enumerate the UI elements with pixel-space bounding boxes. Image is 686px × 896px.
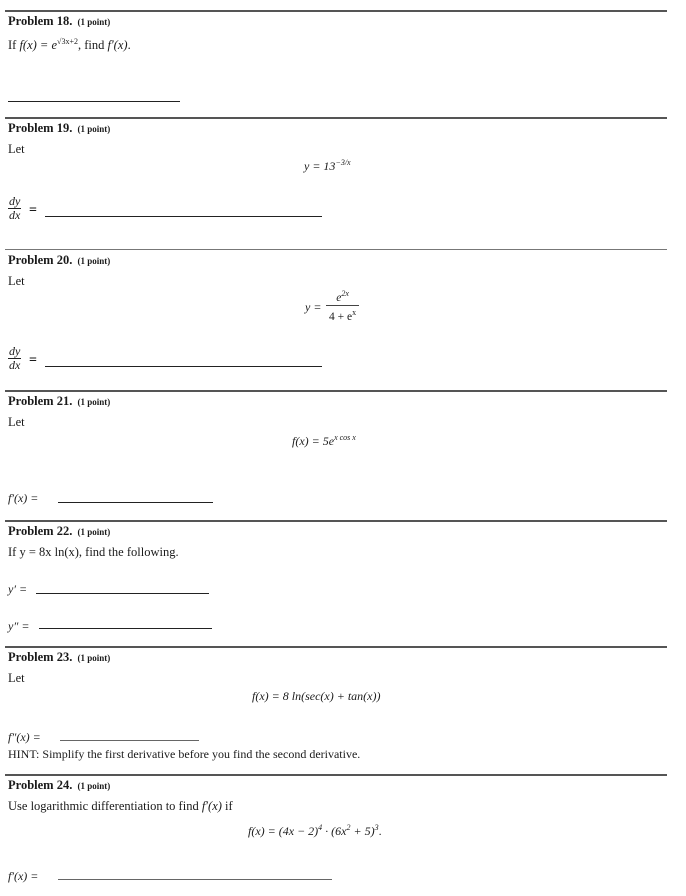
problem-24-equation: $f(x) = (4x - 2)^4 \cdot (6x^2 + 5)^3$. bbox=[248, 823, 382, 838]
problem-22-answer1-label: y′ = bbox=[8, 582, 28, 596]
problem-22-answer2-field[interactable] bbox=[39, 628, 212, 629]
problem-22-statement: If y = 8x ln(x), find the following. bbox=[8, 545, 179, 559]
problem-20-heading bbox=[8, 253, 110, 268]
problem-21-answer-label: f′(x) = bbox=[8, 491, 39, 505]
problem-24-answer-label: f′(x) = bbox=[8, 869, 39, 883]
problem-20-answer-field[interactable] bbox=[45, 366, 322, 367]
problem-23-equation: f(x) = 8 ln(sec(x) + tan(x)) bbox=[252, 689, 381, 703]
problem-20-equation-fraction: $\frac{e^{2x}}{4 + e^x}$ bbox=[326, 287, 359, 324]
problem-21-heading bbox=[8, 394, 110, 409]
problem-24-heading bbox=[8, 778, 110, 793]
problem-points: (1 point) bbox=[77, 781, 111, 791]
problem-title: Problem 21. bbox=[8, 394, 73, 408]
problem-title: Problem 22. bbox=[8, 524, 73, 538]
problem-20-intro: Let bbox=[8, 274, 25, 288]
problem-points: (1 point) bbox=[77, 527, 111, 537]
problem-22-divider bbox=[5, 520, 667, 522]
problem-21-divider bbox=[5, 390, 667, 392]
problem-23-intro: Let bbox=[8, 671, 25, 685]
problem-19-answer-field[interactable] bbox=[45, 216, 322, 217]
problem-21-answer-field[interactable] bbox=[58, 502, 213, 503]
problem-18-heading bbox=[8, 14, 110, 29]
problem-19-equals: = bbox=[29, 203, 37, 218]
problem-19-intro: Let bbox=[8, 142, 25, 156]
problem-18-answer-field[interactable] bbox=[8, 101, 180, 102]
problem-21-equation: $f(x) = 5e^{x cos x}$ bbox=[292, 433, 356, 448]
problem-points: (1 point) bbox=[77, 17, 111, 27]
problem-19-derivative-label: $\frac{dy}{dx}$ bbox=[9, 194, 21, 222]
problem-23-divider bbox=[5, 646, 667, 648]
problem-18-statement: If $f(x) = e^{√3x+2}$, find f′(x). bbox=[8, 37, 131, 53]
problem-24-statement: Use logarithmic differentiation to find f′(x) if bbox=[8, 799, 233, 813]
problem-title: Problem 18. bbox=[8, 14, 73, 28]
problem-20-equals: = bbox=[29, 353, 37, 368]
problem-23-answer-label: f″(x) = bbox=[8, 730, 41, 744]
problem-23-heading bbox=[8, 650, 110, 665]
problem-points: (1 point) bbox=[77, 256, 111, 266]
problem-title: Problem 23. bbox=[8, 650, 73, 664]
problem-18-divider bbox=[5, 10, 667, 12]
problem-title: Problem 19. bbox=[8, 121, 73, 135]
problem-points: (1 point) bbox=[77, 397, 111, 407]
problem-title: Problem 20. bbox=[8, 253, 73, 267]
problem-22-answer2-label: y″ = bbox=[8, 619, 30, 633]
problem-19-divider bbox=[5, 117, 667, 119]
problem-21-intro: Let bbox=[8, 415, 25, 429]
problem-23-hint: HINT: Simplify the first derivative before you find the second derivative. bbox=[8, 747, 361, 761]
problem-19-equation: $y = 13^{-3/x}$ bbox=[304, 158, 351, 173]
problem-points: (1 point) bbox=[77, 653, 111, 663]
problem-20-divider bbox=[5, 249, 667, 250]
problem-22-answer1-field[interactable] bbox=[36, 593, 209, 594]
problem-20-derivative-label: $\frac{dy}{dx}$ bbox=[9, 344, 21, 372]
problem-title: Problem 24. bbox=[8, 778, 73, 792]
problem-24-answer-field[interactable] bbox=[58, 879, 332, 880]
problem-24-divider bbox=[5, 774, 667, 776]
problem-19-heading bbox=[8, 121, 110, 136]
problem-23-answer-field[interactable] bbox=[60, 740, 199, 741]
problem-points: (1 point) bbox=[77, 124, 111, 134]
problem-22-heading bbox=[8, 524, 110, 539]
problem-20-equation-lhs: y = bbox=[305, 300, 322, 314]
